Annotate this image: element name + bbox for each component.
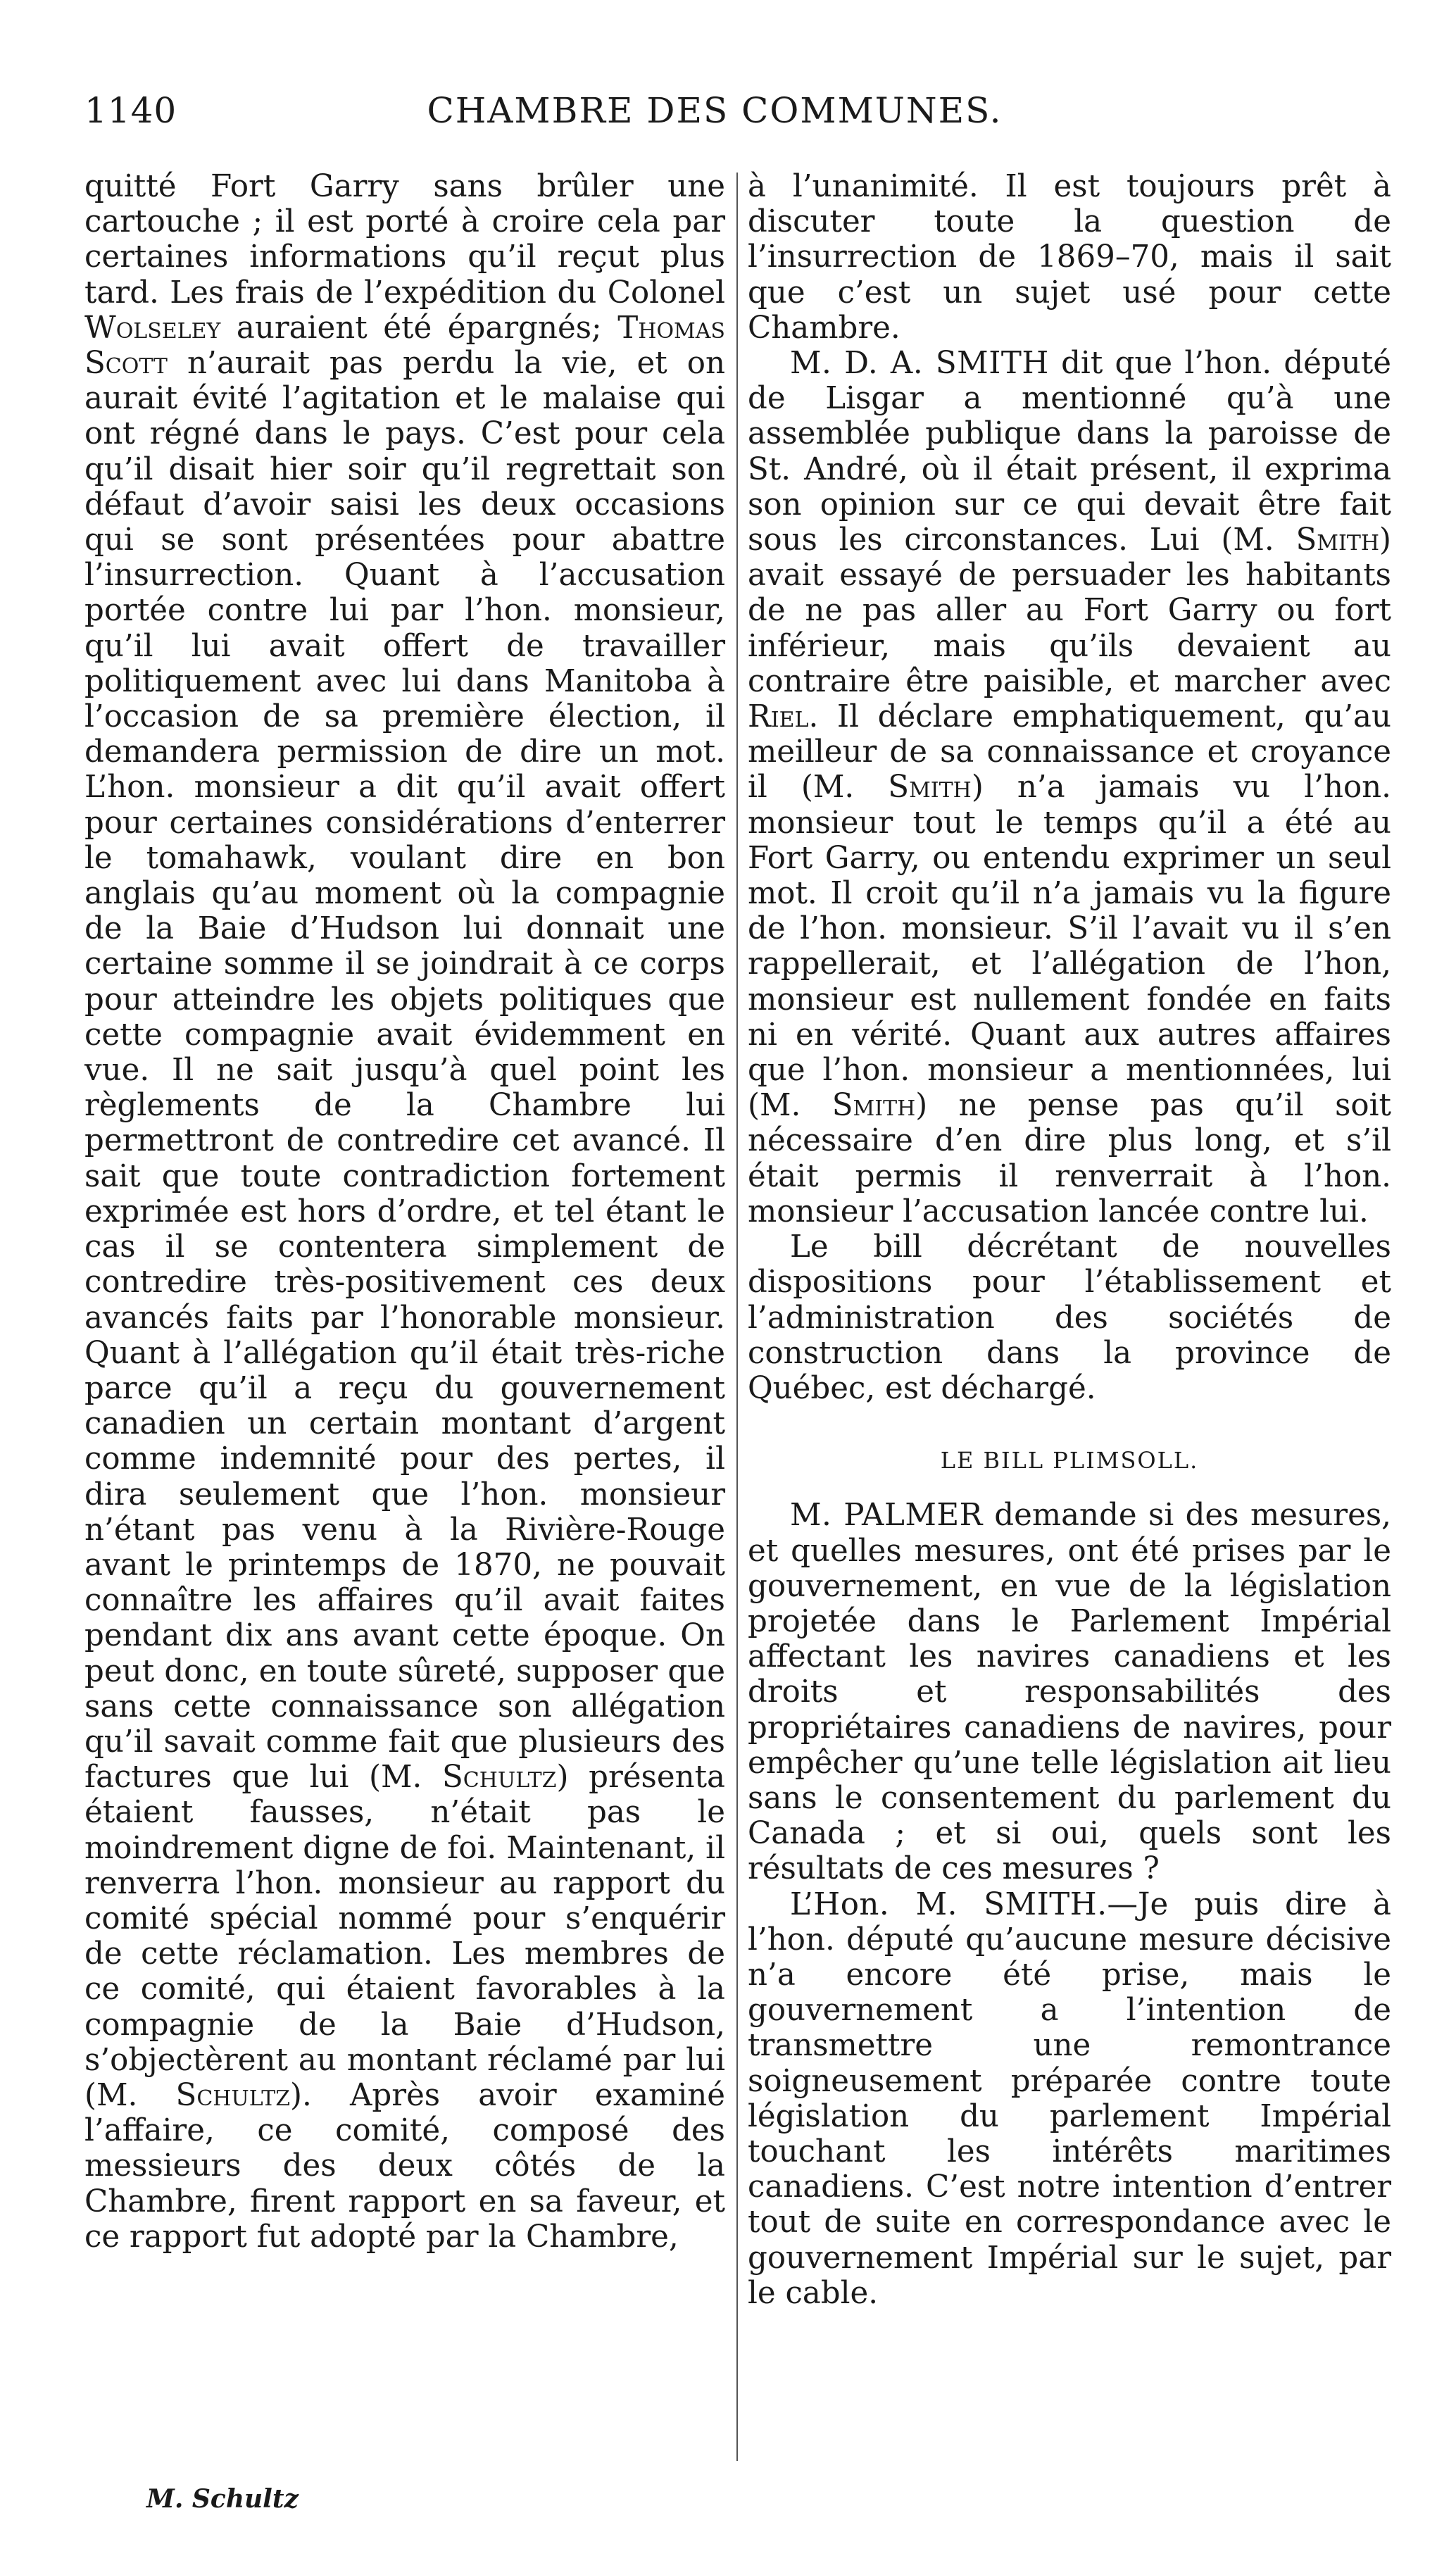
- running-title: CHAMBRE DES COMMUNES.: [427, 90, 1003, 131]
- name-wolseley: Wolseley: [84, 310, 221, 346]
- text-run: ) ne pense pas qu’il soit nécessaire d’en dire plus long, et s’il était permis il renverrait à l’hon. monsieur l’accusation lancée contre lui.: [748, 1088, 1391, 1229]
- text-run: auraient été épargnés;: [220, 310, 618, 346]
- speaker-name: M. PALMER: [790, 1498, 983, 1534]
- name-smith: Smith: [888, 770, 972, 806]
- text-run: ) présenta étaient fausses, n’était pas le moindrement digne de foi. Maintenant, il renverra l’hon. monsieur au rapport du comité spécial nommé pour s’enquérir de cette réclamation. Les membres de ce comité, qui étaient favorables à la compagnie de la Baie d’Hudson, s’objectèrent au montant réclamé par lui (M.: [84, 1760, 725, 2113]
- left-column: [84, 169, 725, 2255]
- name-riel: Riel: [748, 699, 809, 735]
- text-run: dit que l’hon. député de Lisgar a mentionné qu’à une assemblée publique dans la paroisse de St. André, où il était présent, il exprima son opinion sur ce qui devait être fait sous les circonstances. Lui (M.: [748, 346, 1391, 558]
- text-run: ). Après avoir examiné l’affaire, ce comité, composé des messieurs des deux côtés de la Chambre, firent rapport en sa faveur, et ce rapport fut adopté par la Chambre,: [84, 2077, 726, 2255]
- right-paragraph-smith: [748, 346, 1391, 1229]
- text-run: —Je puis dire à l’hon. député qu’aucune mesure décisive n’a encore été prise, mais le gouvernement a l’intention de transmettre une remontrance soigneusement préparée contre toute législation du parlement Impérial touchant les intérêts maritimes canadiens. C’est notre intention d’entrer tout de suite en correspondance avec le gouvernement Impérial sur le sujet, par le cable.: [748, 1886, 1391, 2311]
- name-smith: Smith: [831, 1088, 916, 1124]
- speaker-name: L’Hon. M. SMITH.: [790, 1886, 1107, 1922]
- text-run: ) n’a jamais vu l’hon. monsieur tout le temps qu’il a été au Fort Garry, ou entendu exprimer un seul mot. Il croit qu’il n’a jamais vu la figure de l’hon. monsieur. S’il l’avait vu il s’en rappellerait, et l’allégation de l’hon, monsieur est nullement fondée en faits ni en vérité. Quant aux autres affaires que l’hon. monsieur a mentionnées, lui (M.: [748, 770, 1392, 1124]
- right-paragraph-bill: Le bill décrétant de nouvelles dispositions pour l’établissement et l’administration des sociétés de construction dans la province de Québec, est déchargé.: [748, 1229, 1391, 1406]
- text-run: . Il déclare emphatiquement, qu’au meilleur de sa connaissance et croyance il (M.: [748, 699, 1391, 806]
- left-paragraph-1: [84, 169, 725, 2255]
- text-run: quitté Fort Garry sans brûler une cartouche ; il est porté à croire cela par certaines informations qu’il reçut plus tard. Les frais de l’expédition du Colonel: [84, 169, 725, 311]
- name-smith: Smith: [1295, 522, 1380, 558]
- page-number: 1140: [84, 90, 177, 131]
- text-run: demande si des mesures, et quelles mesures, ont été prises par le gouvernement, en vue de la législation projetée dans le Parlement Impérial affectant les navires canadiens et les droits et responsabilités des propriétaires canadiens de navires, pour empêcher qu’une telle législation ait lieu sans le consentement du parlement du Canada ; et si oui, quels sont les résultats de ces mesures ?: [748, 1498, 1391, 1887]
- name-schultz: Schultz: [442, 1760, 557, 1796]
- page-header: [84, 90, 1345, 146]
- column-divider: [736, 173, 738, 2461]
- right-paragraph-hon-smith: [748, 1887, 1391, 2311]
- right-paragraph-palmer: [748, 1498, 1391, 1886]
- right-column: [748, 169, 1391, 2311]
- name-schultz: Schultz: [175, 2077, 291, 2113]
- text-run: ) avait essayé de persuader les habitants de ne pas aller au Fort Garry ou fort inférieur, mais qu’ils devaient au contraire être paisible, et marcher avec: [748, 522, 1391, 699]
- footer-catchword: M. Schultz: [146, 2484, 299, 2514]
- section-heading: LE BILL PLIMSOLL.: [940, 1447, 1199, 1474]
- text-run: n’aurait pas perdu la vie, et on aurait évité l’agitation et le malaise qui ont régné dans le pays. C’est pour cela qu’il disait hier soir qu’il regrettait son défaut d’avoir saisi les deux occasions qui se sont présentées pour abattre l’insurrection. Quant à l’accusation portée contre lui par l’hon. monsieur, qu’il lui avait offert de travailler politiquement avec lui dans Manitoba à l’occasion de sa première élection, il demandera permission de dire un mot. L’hon. monsieur a dit qu’il avait offert pour certaines considérations d’enterrer le tomahawk, voulant dire en bon anglais qu’au moment où la compagnie de la Baie d’Hudson lui donnait une certaine somme il se joindrait à ce corps pour atteindre les objets politiques que cette compagnie avait évidemment en vue. Il ne sait jusqu’à quel point les règlements de la Chambre lui permettront de contredire cet avancé. Il sait que toute contradiction fortement exprimée est hors d’ordre, et tel étant le cas il se contentera simplement de contredire très-positivement ces deux avancés faits par l’honorable monsieur. Quant à l’allégation qu’il était très-riche parce qu’il a reçu du gouvernement canadien un certain montant d’argent comme indemnité pour des pertes, il dira seulement que l’hon. monsieur n’étant pas venu à la Rivière-Rouge avant le printemps de 1870, ne pouvait connaître les affaires qu’il avait faites pendant dix ans avant cette époque. On peut donc, en toute sûreté, supposer que sans cette connaissance son allégation qu’il savait comme fait que plusieurs des factures que lui (M.: [84, 346, 725, 1796]
- speaker-name: M. D. A. SMITH: [790, 346, 1049, 382]
- name-thomas-scott: Thomas Scott: [84, 310, 725, 382]
- right-paragraph-1: à l’unanimité. Il est toujours prêt à discuter toute la question de l’insurrection de 1869–70, mais il sait que c’est un sujet usé pour cette Chambre.: [748, 169, 1391, 346]
